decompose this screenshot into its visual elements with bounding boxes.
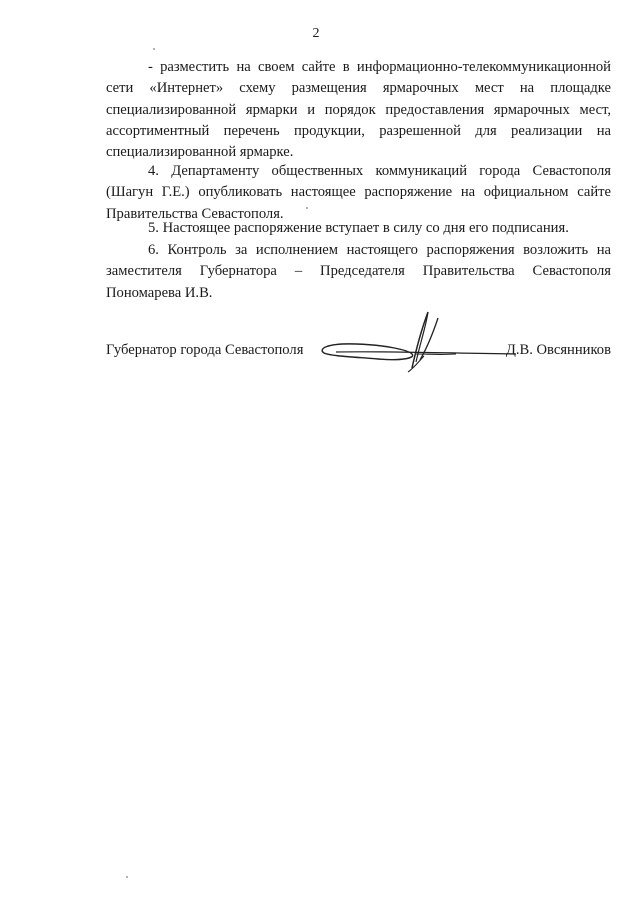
paragraph-6-control: 6. Контроль за исполнением настоящего распоряжения возложить на заместителя Губернатора – Председателя Правительства Севастополя Пономарева И.В. (106, 242, 611, 301)
paragraph-5-effective: 5. Настоящее распоряжение вступает в силу со дня его подписания. (148, 220, 569, 236)
signatory-title: Губернатор города Севастополя (106, 342, 304, 358)
paragraph-4-department: 4. Департаменту общественных коммуникаций города Севастополя (Шагун Г.Е.) опубликовать настоящее распоряжение на официальном сайте Правительства Севастополя. (106, 163, 611, 222)
scan-speck (126, 876, 128, 878)
page-number: 2 (312, 26, 320, 41)
paragraph-website-publication: - разместить на своем сайте в информационно-телекоммуникационной сети «Интернет» схему размещения ярмарочных мест на площадке специализированной ярмарки и порядок предоставления ярмарочных мест, ассортиментный перечень продукции, разрешенной для реализации на специализированной ярмарке. (106, 59, 611, 161)
scan-speck (306, 207, 308, 209)
signatory-name: Д.В. Овсянников (505, 342, 611, 358)
scan-speck (153, 48, 155, 50)
signature-block (106, 342, 611, 372)
handwritten-signature (316, 310, 526, 380)
